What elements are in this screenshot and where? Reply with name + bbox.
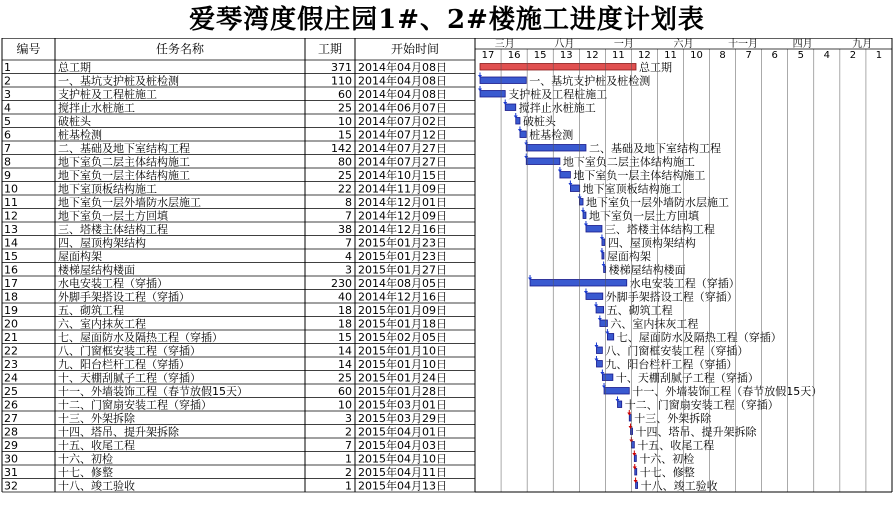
task-duration: 25: [338, 101, 352, 115]
table-row: [4, 141, 447, 155]
gantt-bar-group: [524, 140, 721, 155]
gantt-bar-group: [584, 221, 715, 236]
table-row: [4, 290, 447, 304]
gantt-bar-label: 地下室顶板结构施工: [582, 182, 682, 196]
table-row: [4, 195, 447, 209]
gantt-bar-label: 十八、竣工验收: [640, 479, 718, 493]
gantt-bar-label: 地下室负二层主体结构施工: [562, 155, 695, 169]
task-name: 十四、塔吊、提升架拆除: [58, 425, 179, 439]
table-row: [4, 168, 447, 182]
gantt-bar-label: 支护桩及工程桩施工: [508, 88, 608, 101]
gantt-bar-group: [524, 154, 695, 169]
gantt-bar: [636, 482, 638, 489]
task-id: 32: [4, 479, 18, 493]
timeline-month: 四月: [792, 39, 813, 50]
task-id: 2: [4, 74, 11, 88]
timeline-tick: 13: [559, 50, 573, 61]
table-row: [4, 479, 447, 493]
task-start: 2015年04月03日: [358, 439, 447, 452]
gantt-bar-label: 五、砌筑工程: [606, 304, 673, 317]
task-duration: 15: [338, 128, 352, 142]
task-name: 十五、收尾工程: [58, 439, 135, 452]
task-start: 2014年12月01日: [358, 196, 447, 209]
task-id: 23: [4, 358, 18, 371]
task-start: 2014年07月27日: [358, 155, 447, 169]
task-name: 十三、外架拆除: [58, 412, 135, 425]
task-start: 2015年01月24日: [358, 371, 447, 385]
timeline-tick: 8: [719, 50, 726, 61]
task-id: 21: [4, 331, 18, 344]
task-name: 楼梯屋结构楼面: [58, 263, 135, 277]
task-name: 一、基坑支护桩及桩检测: [58, 74, 179, 88]
gantt-bar-label: 九、阳台栏杆工程（穿插）: [605, 358, 738, 371]
task-duration: 10: [338, 398, 352, 412]
table-row: [4, 411, 447, 425]
task-name: 十八、竣工验收: [58, 479, 135, 493]
gantt-bar-group: [578, 194, 729, 209]
task-id: 7: [4, 142, 11, 155]
task-duration: 38: [338, 223, 352, 236]
table-row: [4, 452, 447, 466]
table-row: [4, 357, 447, 371]
timeline-tick: 12: [638, 50, 651, 61]
timeline-month: 一月: [613, 39, 634, 50]
task-start: 2014年07月02日: [358, 115, 447, 128]
gantt-bar-group: [615, 397, 778, 412]
task-id: 14: [4, 236, 18, 250]
task-start: 2014年12月09日: [358, 209, 447, 223]
task-id: 25: [4, 385, 18, 398]
task-duration: 4: [345, 250, 352, 263]
gantt-bar-group: [627, 410, 712, 425]
table-row: [4, 249, 447, 263]
task-duration: 15: [338, 331, 352, 344]
gantt-bar-label: 十二、门窗扇安装工程（穿插）: [624, 398, 779, 412]
task-duration: 1: [345, 452, 352, 466]
task-duration: 371: [331, 61, 352, 74]
task-start: 2014年07月27日: [358, 142, 447, 155]
table-row: [4, 465, 447, 479]
gantt-bar-label: 总工期: [639, 61, 672, 74]
table-row: [4, 222, 447, 236]
task-duration: 60: [338, 385, 352, 398]
timeline-tick: 15: [533, 50, 547, 61]
table-row: [4, 128, 447, 142]
task-name: 支护桩及工程桩施工: [58, 88, 157, 101]
gantt-bar-label: 地下室负一层外墙防水层施工: [586, 196, 730, 209]
task-id: 13: [4, 223, 18, 236]
task-name: 破桩头: [58, 115, 91, 128]
gantt-bar-group: [605, 329, 781, 344]
table-row: [4, 182, 447, 196]
task-id: 27: [4, 412, 18, 425]
gantt-bar-label: 二、基础及地下室结构工程: [588, 142, 721, 155]
task-start: 2015年01月27日: [358, 263, 447, 277]
task-start: 2015年04月10日: [358, 452, 447, 466]
gantt-bar: [635, 469, 637, 476]
gantt-bar-group: [514, 113, 557, 128]
gantt-bar-group: [594, 356, 737, 371]
task-duration: 7: [345, 209, 352, 223]
gantt-bar-label: 十五、收尾工程: [637, 439, 715, 452]
task-duration: 3: [345, 412, 352, 425]
table-row: [4, 384, 447, 398]
gantt-bar-group: [518, 127, 573, 142]
gantt-bar: [634, 455, 636, 462]
task-start: 2015年01月10日: [358, 358, 447, 371]
gantt-bar: [530, 280, 627, 287]
task-id: 11: [4, 196, 18, 209]
gantt-bar: [570, 185, 579, 192]
task-id: 16: [4, 263, 18, 277]
task-id: 1: [4, 61, 11, 74]
gantt-bar-group: [594, 302, 673, 317]
gantt-bar: [596, 361, 602, 368]
task-id: 6: [4, 128, 11, 142]
timeline-tick: 11: [664, 50, 677, 61]
gantt-bar: [586, 293, 603, 300]
task-name: 十、天棚刮腻子工程（穿插）: [58, 371, 201, 385]
task-id: 26: [4, 398, 18, 412]
task-name: 地下室负一层土方回填: [58, 209, 168, 223]
task-duration: 60: [338, 88, 352, 101]
timeline-month: 八月: [554, 39, 575, 50]
timeline-tick: 4: [823, 50, 831, 61]
timeline-tick: 6: [771, 50, 778, 61]
task-name: 九、阳台栏杆工程（穿插）: [58, 358, 190, 371]
task-id: 5: [4, 115, 11, 128]
gantt-bar-group: [581, 208, 700, 223]
header-duration: 工期: [317, 42, 343, 56]
table-row: [4, 236, 447, 250]
task-name: 外脚手架搭设工程（穿插）: [58, 290, 190, 304]
task-duration: 25: [338, 169, 352, 182]
task-id: 9: [4, 169, 11, 182]
timeline-month: 十一月: [728, 39, 759, 50]
task-id: 8: [4, 155, 11, 169]
gantt-bar: [480, 91, 505, 98]
table-row: [4, 87, 447, 101]
gantt-bar: [600, 320, 608, 327]
gantt-bar: [480, 77, 526, 84]
gantt-bar: [560, 172, 571, 179]
task-duration: 7: [345, 439, 352, 452]
timeline-month: 三月: [494, 39, 515, 50]
task-start: 2015年01月28日: [358, 385, 447, 398]
gantt-bar: [505, 104, 516, 111]
gantt-bar-group: [629, 424, 758, 439]
gantt-bar: [631, 442, 634, 449]
gantt-bar-label: 三、塔楼主体结构工程: [604, 223, 715, 236]
task-id: 4: [4, 101, 11, 115]
gantt-bar-label: 十一、外墙装饰工程（春节放假15天）: [632, 385, 823, 398]
gantt-bar: [602, 253, 604, 260]
task-start: 2014年12月16日: [358, 223, 447, 236]
gantt-bar-group: [594, 343, 748, 358]
gantt-bar-label: 十四、塔吊、提升架拆除: [635, 425, 757, 439]
task-duration: 3: [345, 263, 352, 277]
timeline-tick: 7: [745, 50, 752, 61]
gantt-bar-label: 外脚手架搭设工程（穿插）: [605, 290, 738, 304]
task-start: 2014年10月15日: [358, 169, 447, 182]
task-duration: 1: [345, 479, 352, 493]
task-start: 2015年02月05日: [358, 331, 447, 344]
task-name: 二、基础及地下室结构工程: [58, 142, 190, 155]
task-name: 四、屋顶构架结构: [58, 236, 146, 250]
gantt-bar-label: 屋面构架: [606, 250, 651, 263]
task-id: 10: [4, 182, 18, 196]
gantt-bar: [480, 64, 636, 71]
gantt-bar-label: 十、天棚刮腻子工程（穿插）: [615, 371, 759, 385]
gantt-bar-label: 十七、修整: [639, 466, 695, 479]
task-name: 桩基检测: [58, 128, 102, 142]
timeline-month: 六月: [673, 39, 694, 50]
task-duration: 40: [338, 290, 352, 304]
table-row: [4, 114, 447, 128]
gantt-bar-group: [478, 86, 607, 101]
task-start: 2014年04月08日: [358, 88, 447, 101]
task-name: 七、屋面防水及隔热工程（穿插）: [58, 331, 223, 344]
task-start: 2014年07月12日: [358, 128, 447, 142]
task-name: 八、门窗框安装工程（穿插）: [58, 344, 201, 358]
gantt-bar: [586, 226, 602, 233]
task-id: 24: [4, 371, 18, 385]
gantt-bars: [478, 60, 822, 493]
task-start: 2015年03月01日: [358, 398, 447, 412]
table-row: [4, 209, 447, 223]
task-name: 十六、初检: [58, 452, 113, 466]
gantt-bar: [604, 388, 629, 395]
table-row: [4, 155, 447, 169]
gantt-bar: [520, 131, 526, 138]
task-duration: 25: [338, 371, 352, 385]
gantt-bar: [617, 401, 621, 408]
task-duration: 110: [331, 74, 352, 88]
task-duration: 142: [331, 142, 352, 155]
gantt-bar-label: 楼梯屋结构楼面: [608, 263, 686, 277]
task-name: 地下室负一层主体结构施工: [58, 169, 190, 182]
gantt-bar-label: 地下室负一层土方回填: [588, 209, 699, 223]
header-start: 开始时间: [390, 42, 440, 56]
gantt-bar-group: [503, 100, 596, 115]
task-id: 19: [4, 304, 18, 317]
gantt-bar-label: 地下室负一层主体结构施工: [573, 169, 706, 182]
timeline-tick: 17: [481, 50, 495, 61]
gantt-bar-label: 水电安装工程（穿插）: [629, 277, 740, 290]
gantt-bar: [607, 334, 613, 341]
header-name: 任务名称: [155, 42, 205, 56]
table-row: [4, 425, 447, 439]
table-row: [4, 438, 447, 452]
task-id: 29: [4, 439, 18, 452]
task-duration: 8: [345, 196, 352, 209]
task-duration: 7: [345, 236, 352, 250]
gantt-bar-group: [602, 383, 822, 398]
gantt-bar-label: 八、门窗框安装工程（穿插）: [605, 344, 749, 358]
table-row: [4, 74, 447, 88]
gantt-bar: [596, 347, 602, 354]
table-header: [2, 38, 892, 61]
task-id: 18: [4, 290, 18, 304]
gantt-bar-label: 四、屋顶构架结构: [607, 236, 696, 250]
gantt-bar-label: 十六、初检: [639, 452, 695, 466]
task-id: 28: [4, 425, 18, 439]
task-id: 17: [4, 277, 18, 290]
task-id: 31: [4, 466, 18, 479]
gantt-bar-group: [528, 275, 740, 290]
grid-lines: [2, 38, 892, 492]
task-name: 十二、门窗扇安装工程（穿插）: [58, 398, 212, 412]
task-id: 3: [4, 88, 11, 101]
task-duration: 2: [345, 425, 352, 439]
table-row: [4, 344, 447, 358]
table-row: [4, 303, 447, 317]
task-duration: 22: [338, 182, 352, 196]
header-id: 编号: [16, 42, 41, 56]
gantt-bar: [526, 158, 560, 165]
gantt-bar-group: [584, 289, 738, 304]
gantt-bar-group: [600, 370, 759, 385]
timeline-tick: 10: [690, 50, 703, 61]
task-start: 2015年04月11日: [358, 466, 447, 479]
task-start: 2014年11月09日: [358, 182, 447, 196]
gantt-bar: [580, 199, 583, 206]
task-name: 地下室负二层主体结构施工: [58, 155, 190, 169]
gantt-bar: [602, 239, 605, 246]
gantt-chart: [0, 38, 894, 512]
timeline-tick: 1: [875, 50, 883, 61]
gantt-bar-label: 七、屋面防水及隔热工程（穿插）: [616, 331, 782, 344]
gantt-bar-group: [480, 60, 672, 74]
table-row: [4, 60, 447, 74]
gantt-bar: [629, 415, 631, 422]
gantt-bar: [602, 374, 613, 381]
task-name: 地下室负一层外墙防水层施工: [58, 196, 201, 209]
task-name: 三、塔楼主体结构工程: [58, 223, 168, 236]
gantt-bar-label: 桩基检测: [529, 128, 574, 142]
task-start: 2015年04月13日: [358, 479, 447, 493]
gantt-bar: [516, 118, 520, 125]
gantt-bar: [583, 212, 586, 219]
gantt-bar-group: [600, 248, 651, 263]
gantt-bar-group: [633, 464, 695, 479]
task-start: 2014年04月08日: [358, 61, 447, 74]
timeline-month: 九月: [852, 39, 873, 50]
task-id: 12: [4, 209, 18, 223]
gantt-bar-label: 十三、外架拆除: [634, 412, 712, 425]
task-start: 2015年04月01日: [358, 425, 447, 439]
timeline-tick: 5: [797, 50, 804, 61]
task-name: 搅拌止水桩施工: [58, 101, 135, 115]
task-start: 2015年01月23日: [358, 236, 447, 250]
gantt-bar-group: [632, 451, 694, 466]
table-row: [4, 263, 447, 277]
timeline-tick: 12: [585, 50, 599, 61]
task-id: 22: [4, 344, 18, 358]
table-row: [4, 101, 447, 115]
gantt-bar-group: [568, 181, 681, 196]
gantt-bar-group: [600, 235, 696, 250]
task-id: 30: [4, 452, 18, 466]
task-start: 2015年01月09日: [358, 304, 447, 317]
task-name: 六、室内抹灰工程: [58, 317, 146, 331]
table-row: [4, 330, 447, 344]
table-row: [4, 317, 447, 331]
gantt-bar-group: [602, 262, 686, 277]
task-start: 2014年06月07日: [358, 101, 447, 115]
task-duration: 10: [338, 115, 352, 128]
timeline-tick: 2: [849, 50, 857, 61]
task-start: 2014年08月05日: [358, 277, 447, 290]
task-start: 2014年04月08日: [358, 74, 447, 88]
gantt-bar-group: [634, 478, 718, 493]
task-start: 2015年01月10日: [358, 344, 447, 358]
task-name: 水电安装工程（穿插）: [58, 277, 168, 290]
task-name: 屋面构架: [58, 250, 102, 263]
page-title: 爱琴湾度假庄园1#、2#楼施工进度计划表: [189, 5, 705, 35]
gantt-bar-label: 六、室内抹灰工程: [610, 317, 699, 331]
task-duration: 230: [331, 277, 352, 290]
task-start: 2014年12月16日: [358, 290, 447, 304]
task-name: 十一、外墙装饰工程（春节放假15天）: [58, 385, 248, 398]
gantt-bar-label: 破桩头: [522, 115, 556, 128]
task-start: 2015年03月29日: [358, 412, 447, 425]
table-row: [4, 276, 447, 290]
table-row: [4, 371, 447, 385]
task-name: 五、砌筑工程: [58, 304, 124, 317]
task-duration: 80: [338, 155, 352, 169]
task-duration: 18: [338, 317, 352, 331]
gantt-bar-label: 搅拌止水桩施工: [518, 101, 596, 115]
task-duration: 14: [338, 358, 352, 371]
task-duration: 14: [338, 344, 352, 358]
task-name: 总工期: [58, 61, 91, 74]
task-name: 十七、修整: [58, 466, 113, 479]
task-id: 15: [4, 250, 18, 263]
table-row: [4, 398, 447, 412]
timeline-tick: 16: [507, 50, 521, 61]
task-name: 地下室顶板结构施工: [58, 182, 157, 196]
task-id: 20: [4, 317, 18, 331]
gantt-bar: [526, 145, 586, 152]
task-duration: 2: [345, 466, 352, 479]
timeline-tick: 11: [611, 50, 625, 61]
gantt-bar-group: [478, 73, 650, 88]
task-duration: 18: [338, 304, 352, 317]
task-start: 2015年01月18日: [358, 317, 447, 331]
gantt-bar-label: 一、基坑支护桩及桩检测: [529, 74, 651, 88]
task-start: 2015年01月23日: [358, 250, 447, 263]
gantt-bar: [596, 307, 604, 314]
gantt-bar-group: [629, 437, 714, 452]
